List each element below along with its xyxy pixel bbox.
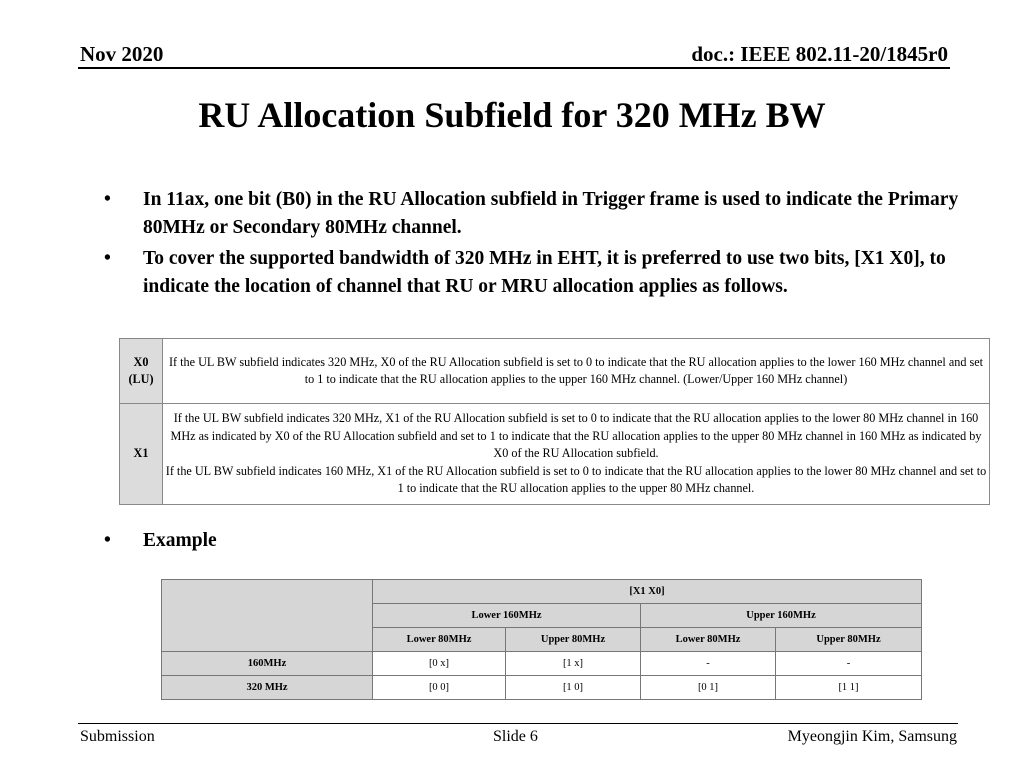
x0-label: X0 (133, 354, 149, 369)
table-cell: [1 x] (506, 652, 641, 676)
slide-title: RU Allocation Subfield for 320 MHz BW (198, 95, 826, 135)
table-cell: [1 1] (776, 676, 922, 700)
x1-description-cell (163, 404, 990, 505)
footer-author: Myeongjin Kim, Samsung (787, 728, 957, 745)
table-row (120, 339, 990, 404)
table-cell: - (776, 652, 922, 676)
header-x1x0: [X1 X0] (373, 580, 922, 604)
row-label: 320 MHz (162, 676, 373, 700)
x0-description: If the UL BW subfield indicates 320 MHz, X0 of the RU Allocation subfield is set to 0 to indicate that the RU allocation applies to the lower 160 MHz channel and set to 1 to indicate that the RU allocation applies to the upper 160 MHz channel. (Lower/Upper 160 MHz channel) (163, 339, 990, 404)
header-upper-80: Upper 80MHz (776, 628, 922, 652)
bullet-item (100, 245, 960, 300)
table-row (120, 404, 990, 505)
table-row (162, 580, 922, 604)
table-cell: [1 0] (506, 676, 641, 700)
bullet-list (100, 186, 960, 304)
x1-label: X1 (120, 404, 163, 505)
bullet-glyph: • (104, 530, 111, 551)
bullet-glyph: • (104, 248, 111, 269)
header-lower-160: Lower 160MHz (373, 604, 641, 628)
table-row (162, 652, 922, 676)
header-divider (78, 67, 950, 69)
table-row (162, 676, 922, 700)
example-table (161, 579, 922, 700)
table-cell: [0 1] (641, 676, 776, 700)
footer-submission: Submission (80, 728, 155, 745)
header-date: Nov 2020 (80, 42, 164, 66)
x1-description-320: If the UL BW subfield indicates 320 MHz, X1 of the RU Allocation subfield is set to 0 to indicate that the RU allocation applies to the lower 80 MHz channel in 160 MHz as indicated by X0 of the RU Allocation subfield and set to 1 to indicate that the RU allocation applies to the upper 80 MHz channel in 160 MHz as indicated by X0 of the RU Allocation subfield. (170, 411, 982, 461)
x0-label-cell (120, 339, 163, 404)
table-cell: - (641, 652, 776, 676)
footer-divider (78, 723, 958, 724)
header-doc-id: doc.: IEEE 802.11-20/1845r0 (691, 42, 948, 66)
table-cell: [0 0] (373, 676, 506, 700)
corner-cell (162, 580, 373, 652)
x0-sublabel: (LU) (128, 372, 154, 386)
bullet-text: To cover the supported bandwidth of 320 MHz in EHT, it is preferred to use two bits, [X1 X0], to indicate the location of channel that RU or MRU allocation applies as follows. (143, 248, 946, 297)
example-label: Example (143, 530, 217, 551)
table-cell: [0 x] (373, 652, 506, 676)
row-label: 160MHz (162, 652, 373, 676)
bullet-text: In 11ax, one bit (B0) in the RU Allocation subfield in Trigger frame is used to indicate the Primary 80MHz or Secondary 80MHz channel. (143, 189, 959, 238)
bullet-glyph: • (104, 189, 111, 210)
footer-slide-number: Slide 6 (493, 728, 538, 745)
header-lower-80: Lower 80MHz (373, 628, 506, 652)
x1-description-160: If the UL BW subfield indicates 160 MHz, X1 of the RU Allocation subfield is set to 0 to indicate that the RU allocation applies to the lower 80 MHz channel and set to 1 to indicate that the RU allocation applies to the upper 80 MHz channel. (165, 463, 987, 496)
definition-table (119, 338, 990, 505)
header-upper-160: Upper 160MHz (641, 604, 922, 628)
header-lower-80: Lower 80MHz (641, 628, 776, 652)
bullet-item (100, 186, 960, 241)
header-upper-80: Upper 80MHz (506, 628, 641, 652)
